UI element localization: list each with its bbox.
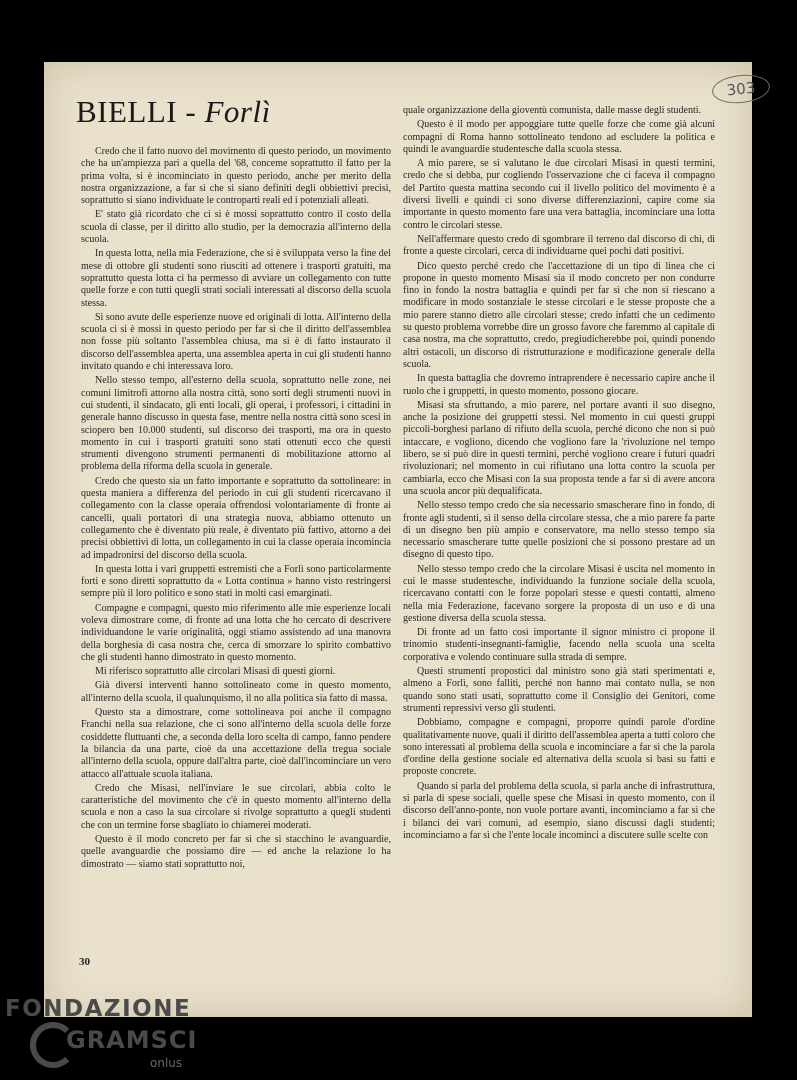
title-surname: BIELLI - [76, 94, 197, 129]
paragraph: Compagne e compagni, questo mio riferimento alle mie esperienze locali voleva dimostrare come, di fronte ad una lotta che ho cercato di descrivere individuandone le varie originalità, oggi stiamo assistendo ad una manovra della borghesia di casa nostra che, cerca di smorzare lo spirito combattivo che gli studenti hanno dimostrato in questo momento. [81, 602, 391, 663]
paragraph: In questa lotta, nella mia Federazione, che si è sviluppata verso la fine del mese di ottobre gli studenti sono riusciti ad ottenere i trasporti gratuiti, ma soprattutto questa lotta ci ha permesso di avviare un collegamento con tutte quelle forze e con tutti quegli strati sociali interessati al discorso della scuola stessa. [81, 248, 391, 309]
paragraph: Questi strumenti propostici dal ministro sono già stati sperimentati e, almeno a Forlì, sono falliti, perché non hanno mai contato nulla, se non quando sono stati usati, soprattutto come il Consiglio dei Genitori, come strumenti repressivi verso gli studenti. [403, 666, 715, 714]
page-number: 30 [79, 956, 90, 968]
left-column [81, 146, 391, 956]
paragraph: quale organizzazione della gioventù comunista, dalle masse degli studenti. [403, 105, 702, 116]
watermark-line-3: onlus [150, 1056, 183, 1070]
paragraph: In questa battaglia che dovremo intraprendere è necessario capire anche il ruolo che i gruppetti, in questo momento, possono giocare. [403, 373, 715, 397]
paragraph: Credo che il fatto nuovo del movimento di questo periodo, un movimento che ha un'ampiezza pari a quella del '68, conceme soprattutto il fatto per la prima volta, si è incominciato in questo periodo, anche per merito della nostra organizzazione, a far sì che si siano definiti degli obbiettivi precisi, soprattutto si siano individuate le controparti reali ed i potenziali alleati. [81, 146, 391, 207]
paragraph: Dico questo perché credo che l'accettazione di un tipo di linea che ci propone in questo momento Misasi sia il modo concreto per non condurre fino in fondo la nostra battaglia e quindi per far sì che non si riescano a modificare in modo sostanziale le stesse circolari e le stesse proposte che a mio parere stanno dietro alle circolari stesse; credo infatti che un cedimento su questo problema vorrebbe dire un grosso favore che faremmo al capitale di casa nostra, ma che soprattutto, credo, pregiudicherebbe poi, quindi ponendo altri ostacoli, un discorso di ristrutturazione e modificazione generale della scuola. [403, 260, 715, 370]
right-column [403, 105, 715, 957]
paragraph: Nello stesso tempo, all'esterno della scuola, soprattutto nelle zone, nei comuni limitrofi attorno alla nostra città, sono sorti degli strumenti nuovi in cui studenti, il sindacato, gli enti locali, gli operai, i professori, i cittadini in generale hanno discusso in questa fase, mentre nella nostra città sono scesi in sciopero ben 10.000 studenti, sul discorso dei trasporti, ma ora in questo momento in cui i trasporti gratuiti sono stati ottenuti ecco che questi strumenti divengono strumenti permanenti di mobilitazione attorno al problema della riforma della scuola in generale. [81, 375, 391, 473]
paragraph: Nello stesso tempo credo che la circolare Misasi è uscita nel momento in cui le masse studentesche, individuando la funzione sociale della scuola, ricercavano contatti con le forze popolari stesse e questi contatti, almeno nella mia Federazione, facevano sorgere la proposta di un uso e di una gestione diversa della scuola stessa. [403, 563, 715, 624]
paragraph: Si sono avute delle esperienze nuove ed originali di lotta. All'interno della scuola ci si è mossi in questo periodo per far sì che il diritto dell'assemblea non fosse più soltanto l'assemblea chiusa, ma si è di fatto instaurato il discorso dell'assemblea aperta, una assemblea aperta in cui gli studenti hanno invitato quando e chi interessava loro. [81, 311, 391, 373]
paragraph: Di fronte ad un fatto così importante il signor ministro ci propone il trinomio studenti-insegnanti-famiglie, facendo nella scuola una scelta corporativa e volendo continuare sulla strada di sempre. [403, 627, 715, 663]
paragraph: E' stato già ricordato che ci si è mossi soprattutto contro il costo della scuola di classe, per il diritto allo studio, per la democrazia all'interno della scuola. [81, 209, 391, 246]
article-title [76, 96, 271, 127]
paragraph: Credo che Misasi, nell'inviare le sue circolari, abbia colto le caratteristiche del movimento che c'è in questo momento all'interno della scuola e non a caso la sua circolare si rivolge soprattutto a quegli studenti che con un termine forse sbagliato io chiamerei moderati. [81, 782, 391, 831]
paragraph: Nello stesso tempo credo che sia necessario smascherare fino in fondo, di fronte agli studenti, sì il senso della circolare stessa, che a mio parere fa parte di un disegno ben più ampio e conservatore, ma nello stesso tempo sia necessario smascherare tutte quelle posizioni che si possono prestare ad un disegno di questo tipo. [403, 500, 715, 561]
watermark-line-1: FONDAZIONE [5, 996, 192, 1022]
paragraph: Dobbiamo, compagne e compagni, proporre quindi parole d'ordine qualitativamente nuove, quali il diritto dell'assemblea aperta a tutti coloro che sono interessati al problema della scuola e incominciare a far sì che la parola d'ordine della gestione sociale ed alternativa della scuola si basi su fatti e proposte concrete. [403, 717, 715, 778]
paragraph: Già diversi interventi hanno sottolineato come in questo momento, all'interno della scuola, il qualunquismo, il no alla politica sia fatto di massa. [81, 680, 391, 704]
paragraph: Nell'affermare questo credo di sgombrare il terreno dal discorso di chi, di fronte a queste circolari, cerca di individuarne quei pochi dati positivi. [403, 233, 715, 258]
paragraph: In questa lotta i vari gruppetti estremisti che a Forlì sono particolarmente forti e sono diretti soprattutto da « Lotta continua » hanno visto restringersi sempre più il loro politico e sono stati in molti casi emarginati. [81, 563, 391, 600]
paragraph: A mio parere, se si valutano le due circolari Misasi in questi termini, credo che si debba, pur cogliendo l'osservazione che ci faceva il compagno del Partito questa mattina secondo cui il livello politico del movimento è a diversi livelli e quindi ci sono diverse differenziazioni, capire come sia importante in questo momento fare una vera battaglia, incominciare una lotta contro le circolari stesse. [403, 158, 715, 231]
title-city: Forlì [204, 94, 271, 129]
paragraph: Misasi sta sfruttando, a mio parere, nel portare avanti il suo disegno, anche la posizione dei gruppetti stessi. Nel momento in cui questi gruppi piccoli-borghesi parlano di rifiuto della scuola, perché dicono che non si può intaccare, e vogliono, dicendo che vogliono fare la 'rivoluzione nel tempo libero, se si può dire in questi termini, perché vogliono creare i futuri quadri rivoluzionari; nel momento in cui rifiutano una lotta contro la scuola per cambiarla, ecco che Misasi con la sua proposta tende a far sì di avere ancora una scuola ancor più dequalificata. [403, 399, 715, 497]
scanned-page [44, 62, 757, 1017]
pencil-annotation: 303 [711, 72, 772, 106]
paragraph: Credo che questo sia un fatto importante e soprattutto da sottolineare: in questa maniera a differenza del periodo in cui gli studenti ricercavano il collegamento con la classe operaia offrendosi volontariamente di fronte ai cancelli, quali portatori di una strategia nuova, abbiamo ottenuto un collegamento che è diventato più reale, è diventato più fattivo, attorno a dei precisi obbiettivi di lotta, un collegamento in cui la classe operaia incomincia ad impadronirsi del discorso della scuola. [81, 475, 391, 561]
paragraph: Quando si parla del problema della scuola, si parla anche di infrastruttura, si parla di spese sociali, quelle spese che Misasi in questo momento, con il discorso dell'anno-ponte, non vuole portare avanti, incominciamo a far sì che i bilanci dei vari comuni, ad esempio, siano discussi dagli studenti; incominciamo a far sì che l'ente locale incominci a discutere sulle scelte con [403, 780, 715, 841]
watermark-line-2: GRAMSCI [66, 1026, 198, 1054]
paragraph: Questo è il modo concreto per far sì che si stacchino le avanguardie, quelle avanguardie che possiamo dire — ed anche la relazione lo ha dimostrato — siamo stati soprattutto noi, [81, 834, 391, 870]
paragraph: Mi riferisco soprattutto alle circolari Misasi di questi giorni. [95, 666, 336, 678]
paragraph: Questo è il modo per appoggiare tutte quelle forze che come già alcuni compagni di Roma hanno sottolineato tendono ad escludere la politica e quindi le avanguardie studentesche dalla scuola stessa. [403, 119, 715, 155]
paragraph: Questo sta a dimostrare, come sottolineava poi anche il compagno Franchi nella sua relazione, che ci sono all'interno della scuola delle forze cosiddette fluttuanti che, a seconda della loro scelta di campo, fanno pendere la bilancia da una parte, cioè da una accettazione della tregua sociale all'interno della scuola, oppure dall'altra parte, cioè dall'incominciare un vero attacco all'attuale scuola italiana. [81, 707, 391, 780]
